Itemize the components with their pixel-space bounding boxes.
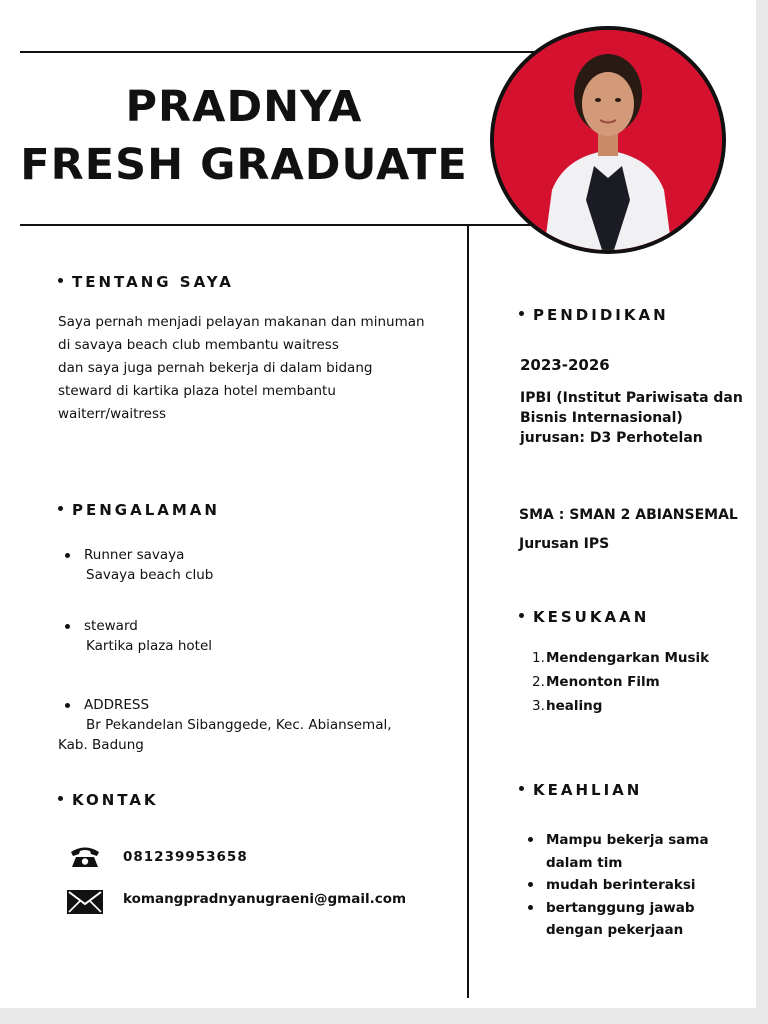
experience-item	[84, 616, 212, 656]
address-item	[84, 695, 392, 735]
education-institution	[520, 388, 743, 448]
institution-line: Bisnis Internasional)	[520, 410, 683, 426]
about-line: Saya pernah menjadi pelayan makanan dan minuman	[58, 314, 425, 330]
column-divider	[467, 226, 469, 998]
highschool: SMA : SMAN 2 ABIANSEMAL	[519, 507, 738, 523]
name-title: PRADNYA	[125, 82, 363, 132]
institution-line: IPBI (Institut Pariwisata dan	[520, 390, 743, 406]
experience-heading: PENGALAMAN	[58, 501, 220, 519]
contact-heading: KONTAK	[58, 791, 159, 809]
hobby-item: 3.healing	[532, 698, 603, 714]
hobbies-list	[532, 648, 709, 720]
about-line: di savaya beach club membantu waitress	[58, 337, 339, 353]
hobbies-heading: KESUKAAN	[519, 608, 649, 626]
header-bottom-divider	[20, 224, 540, 226]
person-portrait-icon	[494, 30, 722, 250]
envelope-icon	[67, 890, 103, 918]
experience-item	[84, 545, 213, 585]
education-heading: PENDIDIKAN	[519, 306, 669, 324]
experience-detail: Savaya beach club	[86, 567, 214, 583]
profile-photo	[490, 26, 726, 254]
skill-item: Mampu bekerja sama dalam tim	[546, 829, 709, 874]
address-detail: Br Pekandelan Sibanggede, Kec. Abiansemal,	[86, 717, 392, 733]
address-title: ADDRESS	[84, 697, 150, 713]
about-text	[58, 311, 425, 426]
about-line: steward di kartika plaza hotel membantu	[58, 383, 336, 399]
education-years: 2023-2026	[520, 356, 610, 374]
about-line: waiterr/waitress	[58, 406, 167, 422]
hobby-item: 2.Menonton Film	[532, 674, 660, 690]
phone-number[interactable]: 081239953658	[123, 849, 248, 865]
hobby-item: 1.Mendengarkan Musik	[532, 650, 710, 666]
email-address[interactable]: komangpradnyanugraeni@gmail.com	[123, 891, 407, 907]
experience-detail: Kartika plaza hotel	[86, 638, 213, 654]
skill-item: bertanggung jawab dengan pekerjaan	[546, 897, 709, 942]
about-heading: TENTANG SAYA	[58, 273, 234, 291]
education-major: jurusan: D3 Perhotelan	[520, 430, 703, 446]
about-line: dan saya juga pernah bekerja di dalam bidang	[58, 360, 373, 376]
experience-title: Runner savaya	[84, 547, 185, 563]
skills-list	[546, 829, 709, 942]
role-title: FRESH GRADUATE	[20, 140, 468, 190]
skills-heading: KEAHLIAN	[519, 781, 642, 799]
phone-icon	[68, 843, 102, 873]
top-divider	[20, 51, 540, 53]
address-detail-line2: Kab. Badung	[58, 737, 144, 753]
skill-item: mudah berinteraksi	[546, 874, 709, 897]
highschool-major: Jurusan IPS	[519, 536, 610, 552]
experience-title: steward	[84, 618, 138, 634]
